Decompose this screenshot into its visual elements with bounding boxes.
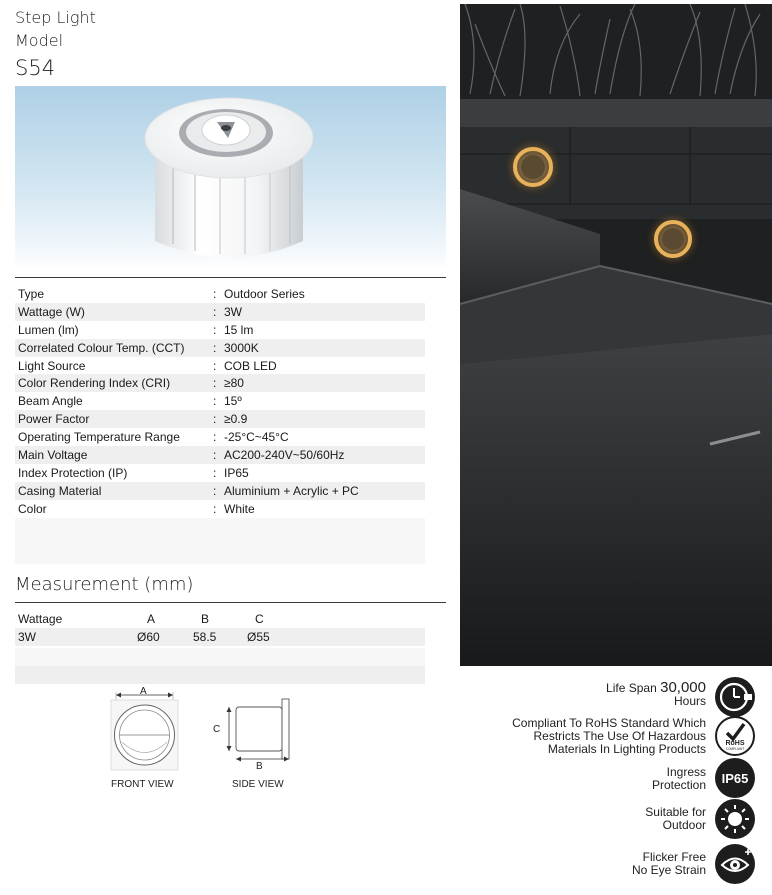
spec-row (15, 482, 425, 500)
spec-separator: : (213, 412, 217, 427)
rohs-compliant-icon (715, 716, 755, 756)
measurement-blank-row (15, 648, 425, 666)
spec-separator: : (213, 448, 217, 463)
spec-value: IP65 (224, 465, 249, 480)
spec-separator: : (213, 322, 217, 337)
measurement-divider (15, 602, 446, 603)
rohs-badge-bottom: COMPLIANT (725, 747, 745, 751)
spec-value: COB LED (224, 358, 277, 373)
measurement-heading: Measurement (mm) (15, 574, 194, 595)
spec-value: White (224, 501, 255, 516)
spec-separator: : (213, 358, 217, 373)
spec-value: ≥80 (224, 376, 244, 391)
spec-table (15, 285, 425, 518)
ip-line-1: Ingress (666, 765, 706, 779)
ip65-badge-text: IP65 (721, 771, 749, 786)
side-view-caption: SIDE VIEW (232, 779, 284, 790)
spec-label: Color (18, 501, 47, 516)
dim-label-c: C (213, 724, 221, 735)
spec-separator: : (213, 483, 217, 498)
feature-flicker-text (632, 851, 706, 877)
rohs-line-2: Restricts The Use Of Hazardous (533, 729, 706, 743)
flicker-line-1: Flicker Free (642, 850, 706, 864)
front-view-drawing (111, 692, 178, 770)
spec-separator: : (213, 304, 217, 319)
spec-separator: : (213, 465, 217, 480)
feature-ip-text (652, 766, 706, 792)
spec-value: 3W (224, 304, 242, 319)
spec-divider (15, 277, 446, 278)
flicker-line-2: No Eye Strain (631, 863, 706, 877)
spec-row (15, 392, 425, 410)
spec-row (15, 374, 425, 392)
spec-label: Color Rendering Index (CRI) (18, 376, 171, 391)
lifespan-value: 30,000 (660, 679, 706, 696)
outdoor-line-2: Outdoor (662, 818, 706, 832)
product-category: Step Light (15, 8, 96, 27)
spec-value: Outdoor Series (224, 287, 305, 301)
cell-a: Ø60 (137, 630, 160, 644)
spec-row (15, 500, 425, 518)
spec-row (15, 285, 425, 303)
spec-value: ≥0.9 (224, 412, 248, 427)
measurement-table (15, 610, 425, 646)
spec-row (15, 464, 425, 482)
spec-label: Operating Temperature Range (18, 430, 180, 445)
spec-label: Beam Angle (18, 394, 83, 409)
model-number: S54 (15, 56, 56, 80)
spec-row (15, 410, 425, 428)
spec-row (15, 339, 425, 357)
header-a: A (147, 612, 156, 626)
header-c: C (255, 612, 264, 626)
lifespan-unit: Hours (673, 694, 706, 708)
feature-lifespan-text (606, 681, 706, 708)
rohs-line-1: Compliant To RoHS Standard Which (512, 716, 706, 730)
spec-separator: : (213, 376, 217, 391)
front-view-caption: FRONT VIEW (111, 779, 174, 790)
feature-outdoor-text (645, 806, 706, 832)
spec-value: AC200-240V~50/60Hz (224, 448, 345, 463)
measurement-header-row (15, 610, 425, 628)
spec-blank-area (15, 518, 425, 564)
spec-value: 3000K (224, 340, 259, 355)
spec-label: Main Voltage (18, 448, 88, 463)
cell-b: 58.5 (193, 630, 217, 644)
spec-label: Casing Material (18, 483, 102, 498)
spec-separator: : (213, 394, 217, 409)
spec-separator: : (213, 287, 217, 301)
model-label: Model (15, 31, 64, 50)
spec-row (15, 357, 425, 375)
spec-value: 15 lm (224, 322, 254, 337)
spec-row (15, 446, 425, 464)
spec-label: Power Factor (18, 412, 90, 427)
ip65-icon (715, 758, 755, 798)
clock-lifespan-icon (715, 677, 755, 717)
spec-value: Aluminium + Acrylic + PC (224, 483, 359, 498)
cell-wattage: 3W (18, 630, 36, 644)
rohs-line-3: Materials In Lighting Products (547, 742, 706, 756)
spec-value: 15º (224, 394, 242, 409)
spec-separator: : (213, 501, 217, 516)
dimension-diagram (95, 685, 315, 780)
spec-value: -25°C~45°C (224, 430, 289, 445)
lifespan-label: Life Span (606, 681, 657, 695)
installation-scene-photo (460, 4, 772, 666)
side-view-drawing (227, 699, 290, 762)
sun-outdoor-icon (715, 799, 755, 839)
spec-row (15, 428, 425, 446)
spec-label: Wattage (W) (18, 304, 85, 319)
product-photo (15, 86, 446, 270)
dim-label-b: B (256, 761, 263, 772)
measurement-blank-row-2 (15, 666, 425, 684)
spec-row (15, 321, 425, 339)
outdoor-line-1: Suitable for (645, 805, 706, 819)
header-wattage: Wattage (18, 612, 63, 626)
cell-c: Ø55 (247, 630, 270, 644)
spec-label: Type (18, 287, 45, 301)
header-b: B (201, 612, 210, 626)
spec-label: Correlated Colour Temp. (CCT) (18, 340, 185, 355)
spec-separator: : (213, 340, 217, 355)
dim-label-a: A (140, 686, 147, 697)
spec-row (15, 303, 425, 321)
spec-label: Index Protection (IP) (18, 465, 128, 480)
spec-separator: : (213, 430, 217, 445)
feature-rohs-text (512, 717, 706, 756)
measurement-row (15, 628, 425, 646)
spec-label: Light Source (18, 358, 86, 373)
ip-line-2: Protection (651, 778, 706, 792)
eye-flicker-free-icon (715, 844, 755, 884)
rohs-badge-top: RoHS (725, 740, 745, 747)
spec-label: Lumen (lm) (18, 322, 79, 337)
